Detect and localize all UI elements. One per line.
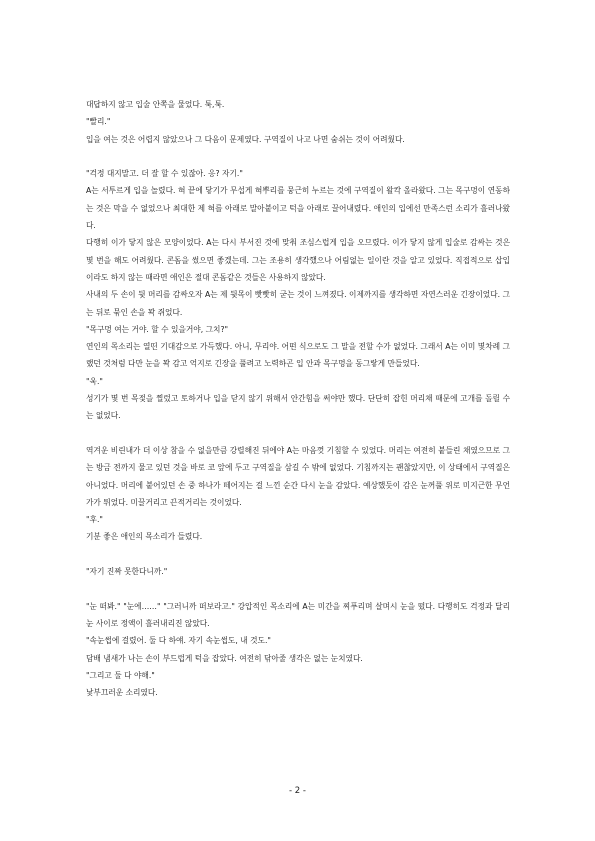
paragraph: 기분 좋은 애인의 목소리가 들렸다. <box>86 532 203 542</box>
paragraph: "눈 떠봐." "눈에……" "그러니까 떠보라고." 강압적인 목소리에 A는 미간을 찌푸리며 살며시 눈을 떴다. 다행히도 걱정과 달리 눈 사이로 정액이 흘러내리진 않았다. <box>86 601 510 628</box>
paragraph: "그리고 둘 다 야해." <box>86 670 155 680</box>
paragraph: 사내의 두 손이 뒷 머리를 감싸오자 A는 제 뒷목이 빳빳히 굳는 것이 느껴졌다. 이제까지를 생각하면 자연스러운 긴장이었다. 그는 뒤로 묶인 손을 꽉 쥐었다. <box>86 290 510 317</box>
paragraph: 연인의 목소리는 열띤 기대감으로 가득했다. 아니, 무리야. 어떤 식으로도 그 말을 전할 수가 없었다. 그래서 A는 이미 몇차례 그랬던 것처럼 다만 눈을 꽉 감고 억지로 긴장을 풀려고 노력하곤 입 안과 목구멍을 동그랗게 만들었다. <box>86 342 510 369</box>
page-number: - 2 - <box>289 786 306 796</box>
blank-line <box>86 546 510 563</box>
paragraph: 대답하지 않고 입술 안쪽을 물었다. 툭,툭. <box>86 100 225 109</box>
paragraph: 입을 여는 것은 어렵지 않았으나 그 다음이 문제였다. 구역질이 나고 나면 숨쉬는 것이 어려웠다. <box>86 134 405 144</box>
paragraph: "후." <box>86 515 103 525</box>
paragraph: "목구멍 여는 거야. 할 수 있을거야, 그치?" <box>86 324 229 334</box>
blank-line <box>86 425 510 442</box>
body-text <box>86 96 510 701</box>
blank-line <box>86 148 510 165</box>
paragraph: A는 서투르게 입을 놀렸다. 혀 끝에 닿기가 무섭게 혀뿌리를 뭉근히 누르는 것에 구역질이 왈칵 올라왔다. 그는 목구멍이 연동하는 것은 막을 수 없었으나 최대한 제 혀를 아래로 말아붙이고 턱을 아래로 끌어내렸다. 애인의 입에선 만족스런 소리가 흘러나왔다. <box>86 186 510 231</box>
paragraph: 담배 냄새가 나는 손이 부드럽게 턱을 잡았다. 여전히 닦아줄 생각은 없는 눈치였다. <box>86 653 363 663</box>
paragraph: 역겨운 비린내가 더 이상 참을 수 없을만큼 강렬해진 뒤에야 A는 마음껏 기침할 수 있었다. 머리는 여전히 붙들린 채였으므로 그는 방금 전까지 물고 있던 것을 바로 코 앞에 두고 구역질을 삼길 수 밖에 없었다. 기침까지는 괜찮았지만, 이 상태에서 구역질은 아니었다. 머리에 붙어있던 손 중 하나가 떼어지는 걸 느낀 순간 다시 눈을 감았다. 예상했듯이 감은 눈꺼풀 위로 미지근한 무언가가 튀었다. 미끌거리고 끈적거리는 것이었다. <box>86 445 510 507</box>
paragraph: "빨리." <box>86 117 111 127</box>
paragraph: 다행히 이가 닿지 않은 모양이었다. A는 다시 부서진 것에 맞춰 조심스럽게 입을 오므렸다. 이가 닿지 않게 입술로 감싸는 것은 몇 번을 해도 어려웠다. 콘돔을 썼으면 좋겠는데. 그는 조용히 생각했으나 어림없는 일이란 것을 알고 있었다. 직접적으로 삽입이라도 하지 않는 때라면 애인은 절대 콘돔같은 것들은 사용하지 않았다. <box>86 238 510 282</box>
paragraph: "걱정 대지말고. 더 잘 할 수 있잖아. 응? 자기." <box>86 169 243 179</box>
paragraph: "욱." <box>86 376 103 386</box>
blank-line <box>86 580 510 597</box>
paragraph: "자기 진짜 못한다니까." <box>86 567 168 577</box>
paragraph: "속눈썹에 걸렸어. 둘 다 하얘. 자기 속눈썹도, 내 것도." <box>86 636 271 646</box>
paragraph: 낯부끄러운 소리였다. <box>86 688 158 698</box>
paragraph: 성기가 몇 번 목젖을 찔렀고 토하거나 입을 닫지 않기 위해서 안간힘을 써야만 했다. 단단히 잡힌 머리채 때문에 고개를 돌릴 수는 없었다. <box>86 394 510 421</box>
